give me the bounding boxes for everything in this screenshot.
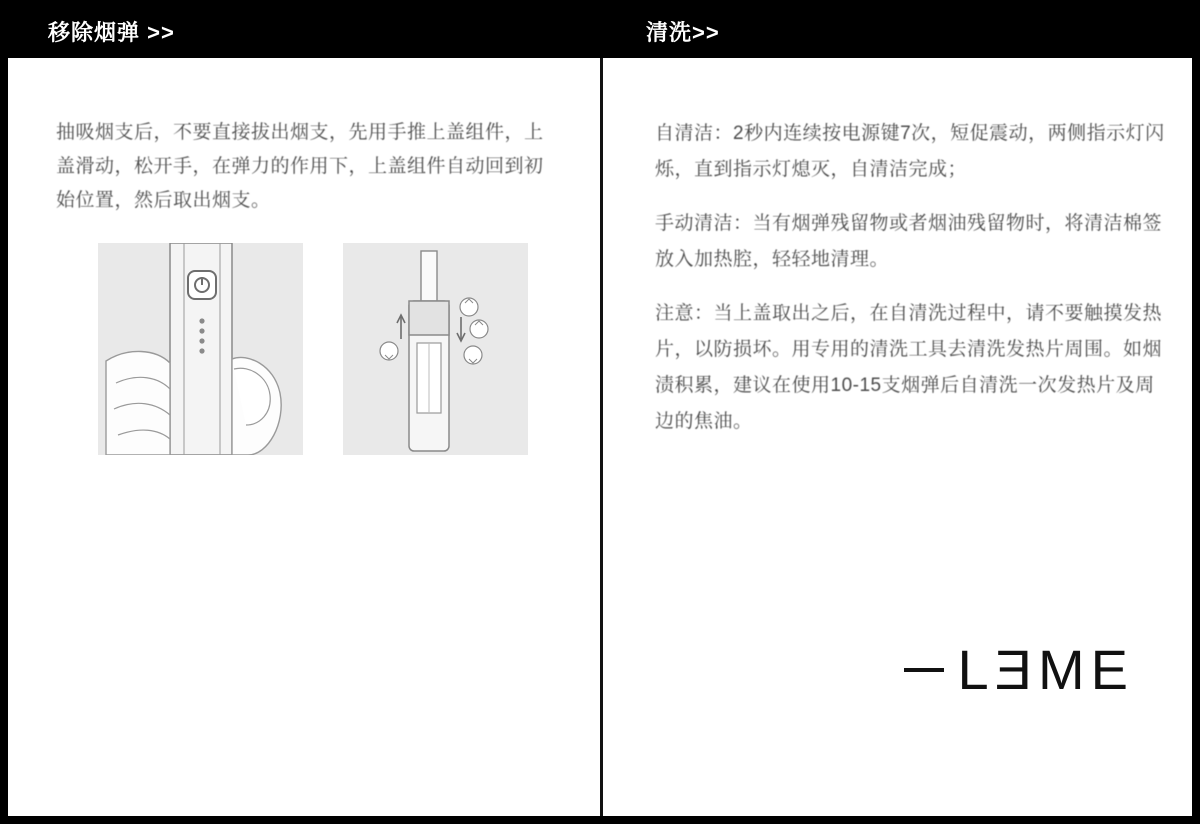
- manual-clean-paragraph: 手动清洁：当有烟弹残留物或者烟油残留物时，将清洁棉签放入加热腔，轻轻地清理。: [655, 213, 1163, 270]
- remove-cartridge-instructions: 抽吸烟支后，不要直接拔出烟支，先用手推上盖组件，上盖滑动，松开手，在弹力的作用下，上盖组件自动回到初始位置，然后取出烟支。: [56, 122, 544, 211]
- auto-clean-paragraph: 自清洁：2秒内连续按电源键7次，短促震动，两侧指示灯闪烁，直到指示灯熄灭，自清洁完成；: [655, 123, 1165, 180]
- logo-dash-icon: [904, 668, 944, 672]
- section-title-cleaning: 清洗>>: [646, 20, 720, 45]
- header-band: [0, 0, 1200, 58]
- caution-paragraph: 注意：当上盖取出之后，在自清洗过程中，请不要触摸发热片，以防损坏。用专用的清洗工具去清洗发热片周围。如烟渍积累，建议在使用10-15支烟弹后自清洗一次发热片及周边的焦油。: [655, 303, 1163, 432]
- logo-text: LƎME: [957, 638, 1134, 701]
- section-title-remove-cartridge: 移除烟弹 >>: [48, 20, 175, 45]
- device-button-hand-illustration: [98, 243, 303, 455]
- left-column: [8, 58, 600, 816]
- device-cap-slide-illustration: [343, 243, 528, 455]
- right-column: [603, 58, 1192, 816]
- brand-logo: [904, 638, 1135, 701]
- content-area: [8, 58, 1192, 816]
